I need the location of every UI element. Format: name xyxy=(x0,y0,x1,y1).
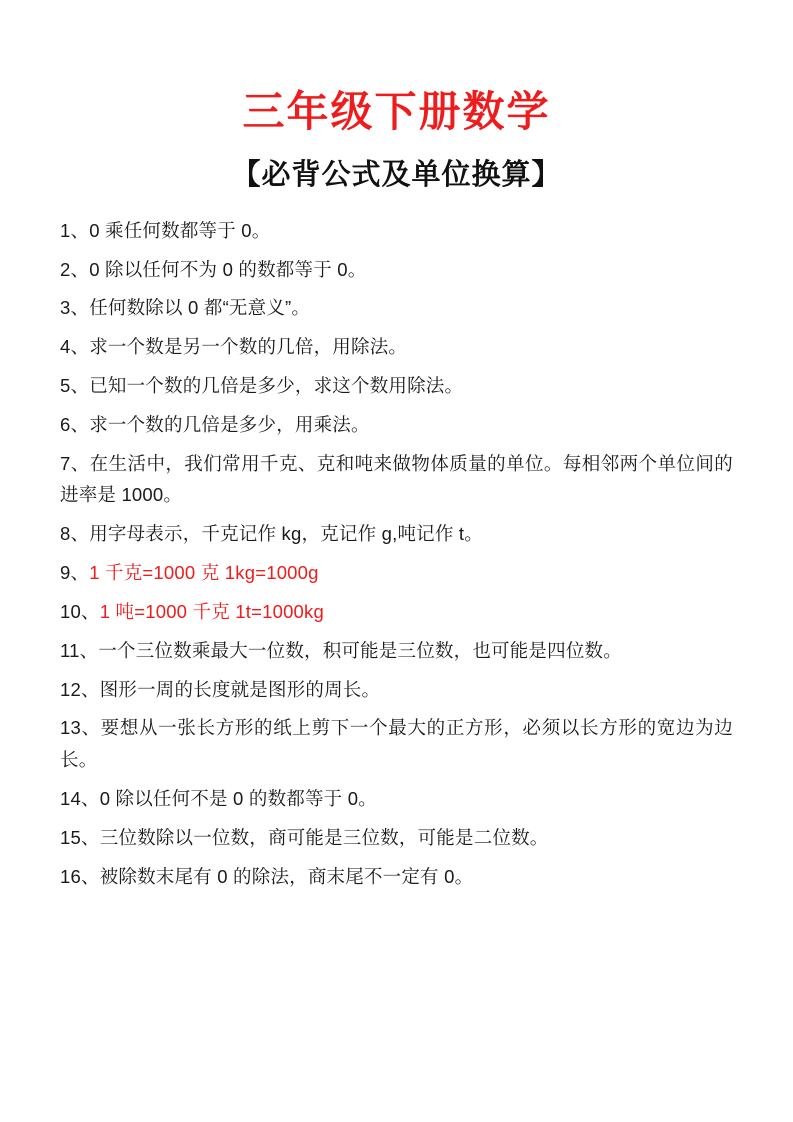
formula-item-text: 0 除以任何不是 0 的数都等于 0。 xyxy=(99,787,377,809)
formula-item-number: 13、 xyxy=(60,717,101,739)
formula-item xyxy=(60,292,733,324)
formula-item-number: 3、 xyxy=(60,297,90,319)
formula-item-number: 1、 xyxy=(60,219,90,241)
formula-item xyxy=(60,822,733,854)
formula-item xyxy=(60,215,733,247)
formula-item-number: 16、 xyxy=(60,865,100,887)
page-subtitle: 【必背公式及单位换算】 xyxy=(231,158,562,191)
formula-item xyxy=(60,370,733,402)
formula-item-text: 0 乘任何数都等于 0。 xyxy=(89,219,271,241)
formula-item-number: 7、 xyxy=(60,452,90,474)
formula-item xyxy=(60,674,733,706)
formula-item-number: 11、 xyxy=(60,639,99,661)
formula-item xyxy=(60,712,733,776)
formula-item-number: 9、 xyxy=(60,562,90,584)
formula-item-text: 已知一个数的几倍是多少，求这个数用除法。 xyxy=(89,375,464,396)
formula-item-text: 用字母表示，千克记作 kg，克记作 g,吨记作 t。 xyxy=(89,523,483,545)
formula-item xyxy=(60,557,733,589)
formula-item xyxy=(60,448,733,512)
formula-item-text: 图形一周的长度就是图形的周长。 xyxy=(99,678,381,700)
formula-item-number: 4、 xyxy=(60,336,90,358)
formula-item-number: 15、 xyxy=(60,826,100,848)
formula-item-number: 10、 xyxy=(60,600,100,622)
formula-item xyxy=(60,596,733,628)
formula-item-number: 8、 xyxy=(60,523,90,545)
formula-item xyxy=(60,518,733,550)
formula-item-text: 要想从一张长方形的纸上剪下一个最大的正方形，必须以长方形的宽边为边长。 xyxy=(60,717,733,771)
formula-list xyxy=(60,215,733,893)
formula-item xyxy=(60,409,733,441)
formula-item-number: 5、 xyxy=(60,375,90,396)
formula-item-number: 6、 xyxy=(60,413,90,435)
formula-item-number: 2、 xyxy=(60,258,90,280)
formula-item-number: 12、 xyxy=(60,678,100,700)
formula-item xyxy=(60,635,733,667)
formula-item-text: 三位数除以一位数，商可能是三位数，可能是二位数。 xyxy=(99,826,549,848)
page-title: 三年级下册数学 xyxy=(242,88,551,135)
formula-item xyxy=(60,861,733,893)
formula-item-text: 任何数除以 0 都“无意义”。 xyxy=(89,297,311,319)
formula-item-text: 1 吨=1000 千克 1t=1000kg xyxy=(99,600,324,622)
formula-item-text: 在生活中，我们常用千克、克和吨来做物体质量的单位。每相邻两个单位间的进率是 1000。 xyxy=(60,452,733,506)
formula-item-text: 求一个数的几倍是多少，用乘法。 xyxy=(89,413,370,435)
formula-item xyxy=(60,331,733,363)
formula-item-text: 被除数末尾有 0 的除法，商末尾不一定有 0。 xyxy=(99,865,474,887)
formula-item-number: 14、 xyxy=(60,787,100,809)
formula-item xyxy=(60,254,733,286)
formula-item xyxy=(60,783,733,815)
formula-item-text: 一个三位数乘最大一位数，积可能是三位数，也可能是四位数。 xyxy=(98,639,622,661)
formula-item-text: 求一个数是另一个数的几倍，用除法。 xyxy=(89,336,408,358)
formula-item-text: 1 千克=1000 克 1kg=1000g xyxy=(89,562,319,584)
formula-item-text: 0 除以任何不为 0 的数都等于 0。 xyxy=(89,258,367,280)
